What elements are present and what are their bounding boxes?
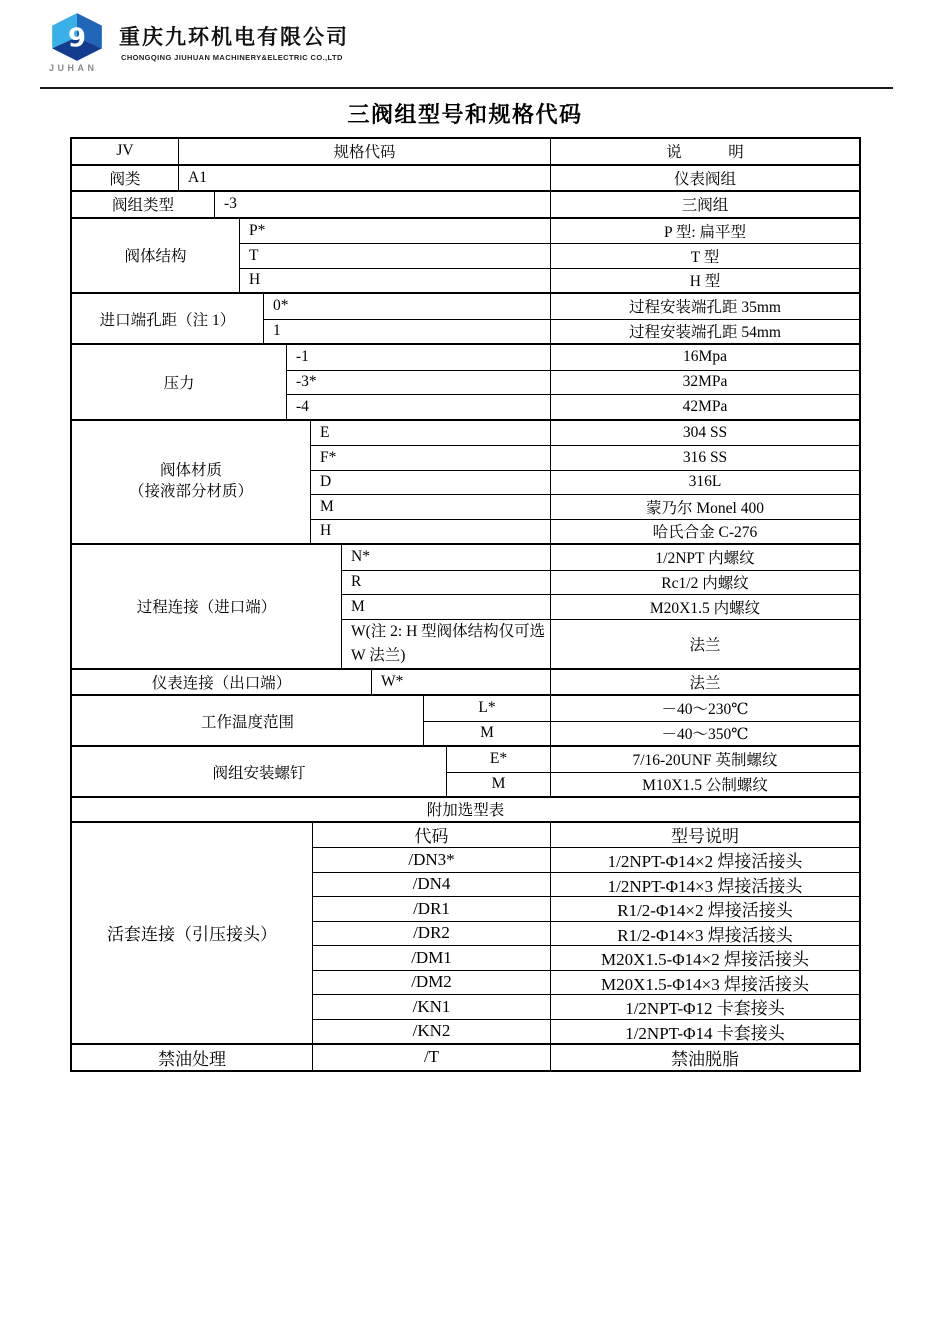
spec-row — [240, 243, 859, 268]
spec-code-cell: H — [311, 520, 551, 544]
spec-row — [311, 470, 859, 495]
appendix-desc-cell: 1/2NPT-Φ14×3 焊接活接头 — [607, 876, 803, 896]
spec-section-inlet-hole-distance — [72, 292, 859, 343]
spec-section-body-structure — [72, 217, 859, 293]
spec-desc-cell: 哈氏合金 C-276 — [652, 524, 758, 542]
spec-desc-cell: 7/16-20UNF 英制螺纹 — [632, 752, 778, 770]
spec-section-pressure — [72, 343, 859, 419]
appendix-desc-cell: R1/2-Φ14×2 焊接活接头 — [617, 901, 793, 921]
spec-code-cell: P* — [240, 219, 551, 244]
appendix-desc-cell: M20X1.5-Φ14×2 焊接活接头 — [600, 950, 810, 970]
spec-section-working-temperature — [72, 694, 859, 745]
appendix-header-code: 代码 — [313, 823, 551, 848]
spec-desc-cell: 1/2NPT 内螺纹 — [655, 550, 755, 568]
header-divider — [40, 87, 893, 89]
spec-row — [311, 494, 859, 519]
spec-label: 进口端孔距（注 1） — [72, 294, 264, 343]
spec-code-cell: D — [311, 471, 551, 495]
spec-code-cell: -3* — [287, 371, 551, 395]
company-logo-icon — [48, 13, 106, 66]
spec-row — [287, 394, 859, 419]
spec-code-cell: L* — [424, 696, 551, 721]
spec-table — [70, 137, 861, 1072]
spec-row — [311, 519, 859, 544]
spec-label: 仪表连接（出口端） — [72, 670, 372, 695]
spec-label: 阀组类型 — [72, 192, 215, 217]
spec-code-cell: W* — [372, 670, 551, 695]
appendix-row — [313, 921, 859, 946]
appendix-label: 禁油处理 — [72, 1045, 313, 1070]
appendix-section-oil-free — [72, 1043, 859, 1070]
spec-row — [311, 421, 859, 446]
spec-desc-cell: 316 SS — [682, 448, 728, 466]
spec-code-cell: F* — [311, 446, 551, 470]
spec-code-cell: H — [240, 269, 551, 293]
spec-code-cell: M — [447, 773, 551, 797]
spec-code-cell: -1 — [287, 345, 551, 370]
spec-code-cell: M — [424, 722, 551, 746]
appendix-desc-cell: R1/2-Φ14×3 焊接活接头 — [617, 925, 793, 945]
spec-row — [311, 445, 859, 470]
appendix-desc-cell: 1/2NPT-Φ14×2 焊接活接头 — [607, 852, 803, 872]
spec-row — [342, 619, 859, 668]
spec-label: 阀类 — [72, 166, 179, 191]
header-col-desc: 说 明 — [666, 144, 744, 162]
spec-code-cell: M — [311, 495, 551, 519]
appendix-desc-cell: 1/2NPT-Φ14 卡套接头 — [625, 1023, 785, 1043]
appendix-code-cell: /DN4 — [313, 873, 551, 897]
spec-desc-cell: P 型: 扁平型 — [663, 223, 747, 241]
spec-section-mounting-screws — [72, 745, 859, 796]
spec-code-cell: N* — [342, 545, 551, 570]
spec-desc-cell: 32MPa — [682, 373, 728, 391]
spec-code-cell: 1 — [264, 320, 551, 344]
spec-row — [179, 166, 859, 191]
appendix-row — [313, 1019, 859, 1044]
spec-label: 过程连接（进口端） — [72, 545, 342, 668]
spec-row — [447, 747, 859, 772]
appendix-code-cell: /KN1 — [313, 995, 551, 1019]
spec-desc-cell: 蒙乃尔 Monel 400 — [646, 499, 764, 517]
company-name-en: CHONGQING JIUHUAN MACHINERY&ELECTRIC CO.,LTD — [121, 53, 343, 62]
spec-section-manifold-type — [72, 190, 859, 217]
spec-row — [215, 192, 859, 217]
svg-text:9: 9 — [67, 23, 87, 54]
spec-desc-cell: 16Mpa — [683, 348, 727, 366]
spec-section-body-material — [72, 419, 859, 544]
appendix-header-desc: 型号说明 — [671, 827, 739, 847]
spec-row — [424, 696, 859, 721]
spec-section-instrument-connection — [72, 668, 859, 695]
spec-row — [287, 370, 859, 395]
spec-desc-cell: 过程安装端孔距 35mm — [629, 299, 781, 317]
appendix-row — [313, 994, 859, 1019]
spec-row — [424, 721, 859, 746]
spec-desc-cell: M20X1.5 内螺纹 — [649, 599, 761, 617]
appendix-row — [313, 970, 859, 995]
header-col-code: 规格代码 — [179, 139, 551, 164]
spec-row — [264, 294, 859, 319]
spec-desc-cell: －40～350℃ — [661, 726, 749, 744]
spec-code-cell: E* — [447, 747, 551, 772]
appendix-row — [313, 1045, 859, 1070]
appendix-code-cell: /DM2 — [313, 971, 551, 995]
spec-code-cell: T — [240, 244, 551, 268]
appendix-code-cell: /DN3* — [313, 848, 551, 872]
spec-row — [240, 219, 859, 244]
spec-label-line1: 阀体材质 — [159, 461, 222, 479]
spec-desc-cell: 304 SS — [682, 423, 728, 441]
appendix-header-row — [313, 823, 859, 848]
appendix-code-cell: /T — [313, 1045, 551, 1070]
spec-row — [372, 670, 859, 695]
spec-desc-cell: －40～230℃ — [661, 701, 749, 719]
spec-row — [342, 570, 859, 595]
spec-desc-cell: 316L — [688, 473, 722, 491]
spec-label: 阀体结构 — [72, 219, 240, 293]
appendix-code-cell: /DR1 — [313, 897, 551, 921]
spec-code-cell: R — [342, 571, 551, 595]
spec-label: 压力 — [72, 345, 287, 419]
spec-row — [447, 772, 859, 797]
spec-section-valve-class — [72, 164, 859, 191]
additional-options-divider: 附加选型表 — [72, 796, 859, 821]
appendix-desc-cell: 禁油脱脂 — [671, 1049, 739, 1069]
spec-desc-cell: 仪表阀组 — [673, 170, 736, 188]
spec-code-cell: M — [342, 595, 551, 619]
appendix-row — [313, 847, 859, 872]
spec-desc-cell: H 型 — [689, 273, 721, 291]
spec-section-process-connection — [72, 543, 859, 668]
table-header-section — [72, 139, 859, 164]
logo-wordmark: JUHAN — [49, 63, 98, 73]
spec-label: 阀组安装螺钉 — [72, 747, 447, 796]
spec-code-cell: W(注 2: H 型阀体结构仅可选 W 法兰) — [342, 620, 551, 668]
spec-label: 工作温度范围 — [72, 696, 424, 745]
company-name-cn: 重庆九环机电有限公司 — [119, 26, 349, 49]
spec-desc-cell: 法兰 — [689, 636, 721, 654]
appendix-row — [313, 896, 859, 921]
spec-desc-cell: 法兰 — [689, 674, 721, 692]
spec-desc-cell: 过程安装端孔距 54mm — [629, 324, 781, 342]
header-col-jv: JV — [72, 139, 179, 164]
table-header-row — [179, 139, 859, 164]
appendix-code-cell: /KN2 — [313, 1020, 551, 1044]
spec-code-cell: A1 — [179, 166, 551, 191]
spec-code-cell: -4 — [287, 395, 551, 419]
spec-row — [342, 545, 859, 570]
page-title: 三阀组型号和规格代码 — [347, 102, 583, 127]
appendix-code-cell: /DR2 — [313, 922, 551, 946]
appendix-row — [313, 872, 859, 897]
spec-row — [240, 268, 859, 293]
spec-desc-cell: Rc1/2 内螺纹 — [661, 575, 749, 593]
spec-row — [287, 345, 859, 370]
spec-row — [264, 319, 859, 344]
spec-desc-cell: 42MPa — [682, 397, 728, 415]
appendix-label: 活套连接（引压接头） — [72, 823, 313, 1044]
appendix-code-cell: /DM1 — [313, 946, 551, 970]
appendix-row — [313, 945, 859, 970]
spec-desc-cell: 三阀组 — [681, 197, 729, 215]
spec-label — [72, 421, 311, 544]
spec-desc-cell: M10X1.5 公制螺纹 — [642, 777, 768, 795]
appendix-desc-cell: M20X1.5-Φ14×3 焊接活接头 — [600, 974, 810, 994]
spec-code-cell: -3 — [215, 192, 551, 217]
spec-desc-cell: T 型 — [690, 248, 720, 266]
spec-code-cell: 0* — [264, 294, 551, 319]
spec-label-line2: （接液部分材质） — [128, 482, 253, 500]
spec-row — [342, 594, 859, 619]
appendix-section-union-connection — [72, 821, 859, 1044]
spec-code-cell: E — [311, 421, 551, 446]
appendix-desc-cell: 1/2NPT-Φ12 卡套接头 — [625, 999, 785, 1019]
